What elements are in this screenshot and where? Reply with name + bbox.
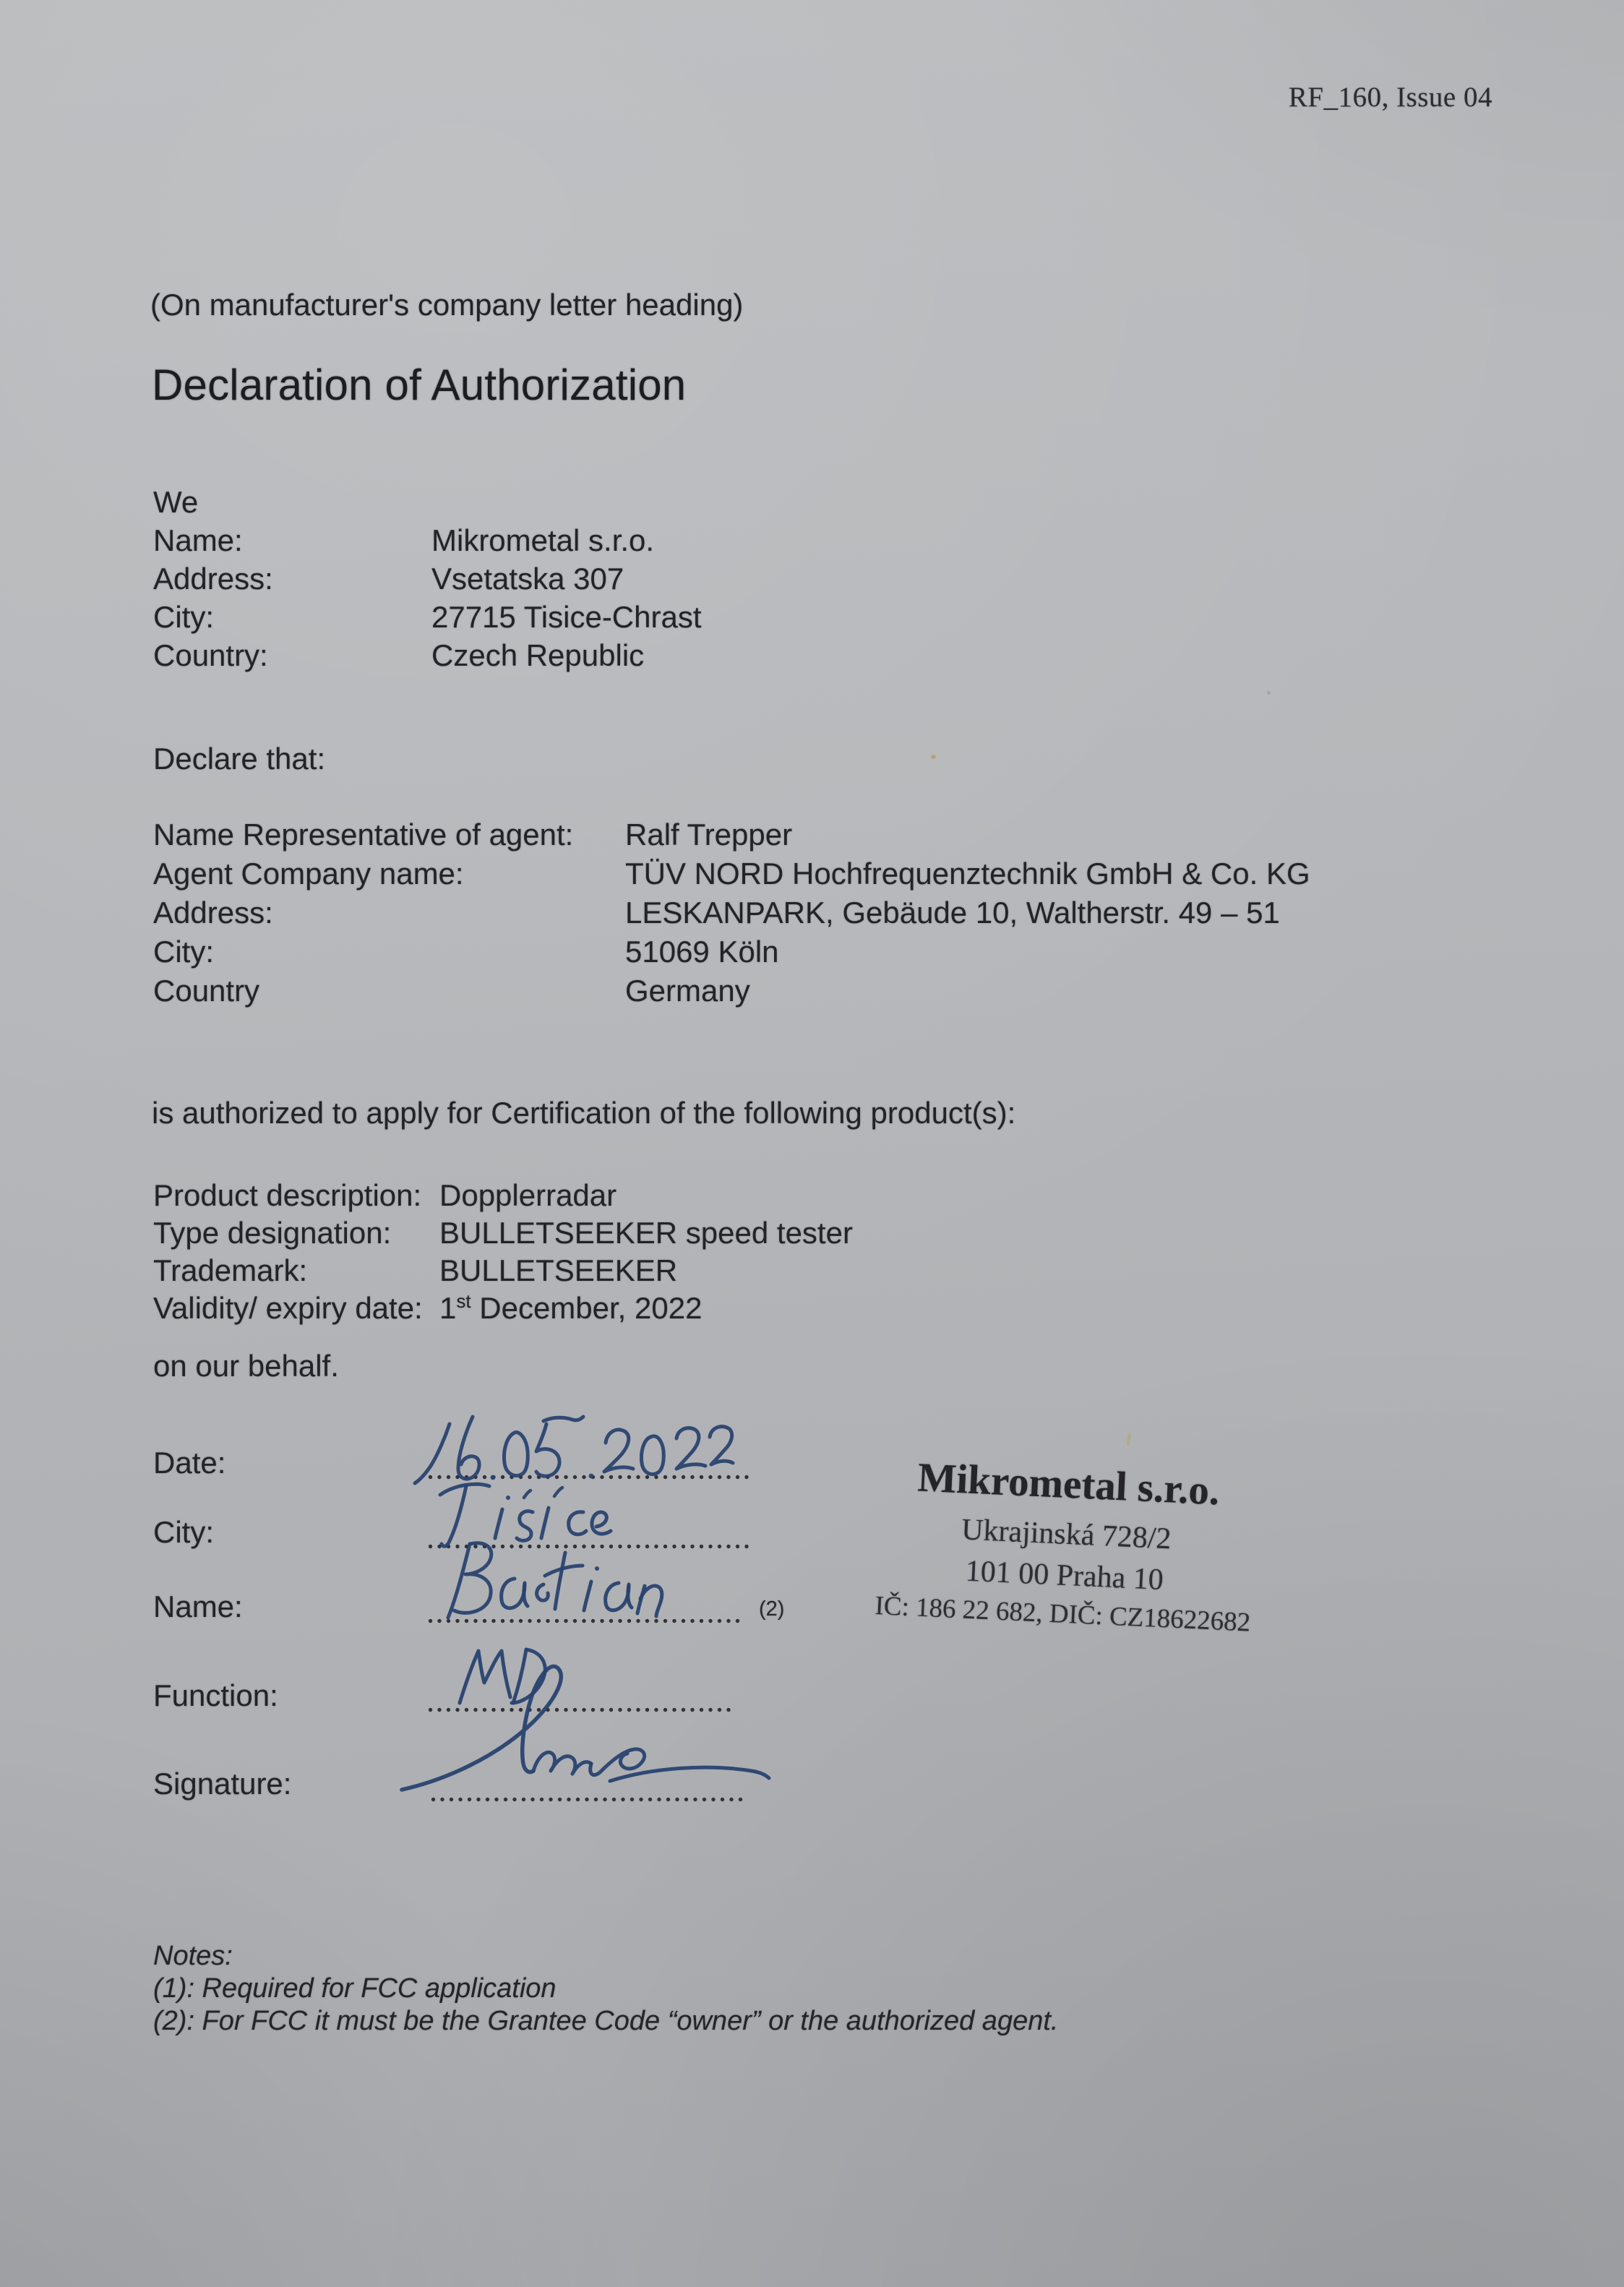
field-value: BULLETSEEKER [439,1253,678,1287]
field-value: 1st December, 2022 [439,1290,703,1325]
manufacturer-row [153,521,702,559]
field-label: Country [153,974,260,1008]
handwritten-signature [396,1647,779,1809]
field-label: Name: [153,523,243,557]
page-title: Declaration of Authorization [152,361,687,409]
note-item: (2): For FCC it must be the Grantee Code “owner” or the authorized agent. [153,2006,1059,2036]
stamp-street: Ukrajinská 728/2 [961,1513,1172,1556]
agent-row [153,932,1310,971]
field-value: Germany [625,974,750,1008]
declare-heading: Declare that: [153,742,326,776]
field-label: Product description: [153,1178,422,1212]
field-label: Country: [153,638,268,672]
field-value: Czech Republic [431,638,645,672]
function-label: Function: [153,1678,278,1712]
manufacturer-row [153,598,702,636]
authorization-statement: is authorized to apply for Certification of the following product(s): [152,1096,1016,1130]
product-row [153,1214,853,1252]
field-value: TÜV NORD Hochfrequenztechnik GmbH & Co. KG [625,857,1310,891]
agent-row [153,854,1310,893]
date-label: Date: [153,1446,226,1480]
stamp-company-name: Mikrometal s.r.o. [916,1454,1221,1514]
agent-row [153,971,1310,1011]
agent-block [153,815,1310,1011]
paper-speck [1127,1433,1131,1446]
paper-speck [931,755,936,759]
name-label: Name: [153,1589,243,1623]
field-value: Mikrometal s.r.o. [431,523,655,557]
field-value: BULLETSEEKER speed tester [439,1216,853,1250]
handwritten-name [425,1531,714,1639]
notes-block [153,1940,1058,2038]
agent-row [153,815,1310,854]
field-label: Validity/ expiry date: [153,1291,423,1325]
field-label: Agent Company name: [153,857,464,891]
field-label: Address: [153,562,273,596]
letterhead-note: (On manufacturer's company letter heading) [150,288,744,322]
note-item: (1): Required for FCC application [153,1973,557,2004]
product-row [153,1252,853,1290]
notes-heading: Notes: [153,1941,233,1971]
ordinal-superscript: st [456,1290,471,1312]
field-label: Trademark: [153,1253,308,1287]
field-value: 27715 Tisice-Chrast [431,600,702,634]
city-label: City: [153,1515,214,1549]
signature-label: Signature: [153,1767,292,1801]
field-value: Ralf Trepper [625,818,793,851]
field-value: Vsetatska 307 [431,562,624,596]
manufacturer-block [153,483,702,674]
we-line: We [153,485,199,519]
stamp-registration-ids: IČ: 186 22 682, DIČ: CZ18622682 [874,1591,1252,1638]
field-value: 51069 Köln [625,935,779,969]
field-label: Type designation: [153,1216,392,1250]
stamp-city: 101 00 Praha 10 [964,1554,1164,1597]
product-row [153,1177,853,1214]
paper-speck [1267,691,1271,695]
field-label: City: [153,600,214,634]
product-block [153,1177,853,1327]
company-stamp [837,1451,1295,1644]
manufacturer-row [153,559,702,598]
closing-line: on our behalf. [153,1349,339,1383]
manufacturer-row [153,636,702,674]
field-label: Name Representative of agent: [153,818,574,851]
agent-row [153,893,1310,932]
name-note-ref: (2) [759,1597,785,1621]
field-label: Address: [153,896,273,930]
product-row [153,1290,853,1327]
field-label: City: [153,935,214,969]
form-reference: RF_160, Issue 04 [1288,82,1492,113]
field-value: Dopplerradar [439,1178,617,1212]
field-value: LESKANPARK, Gebäude 10, Waltherstr. 49 – 51 [625,896,1280,930]
